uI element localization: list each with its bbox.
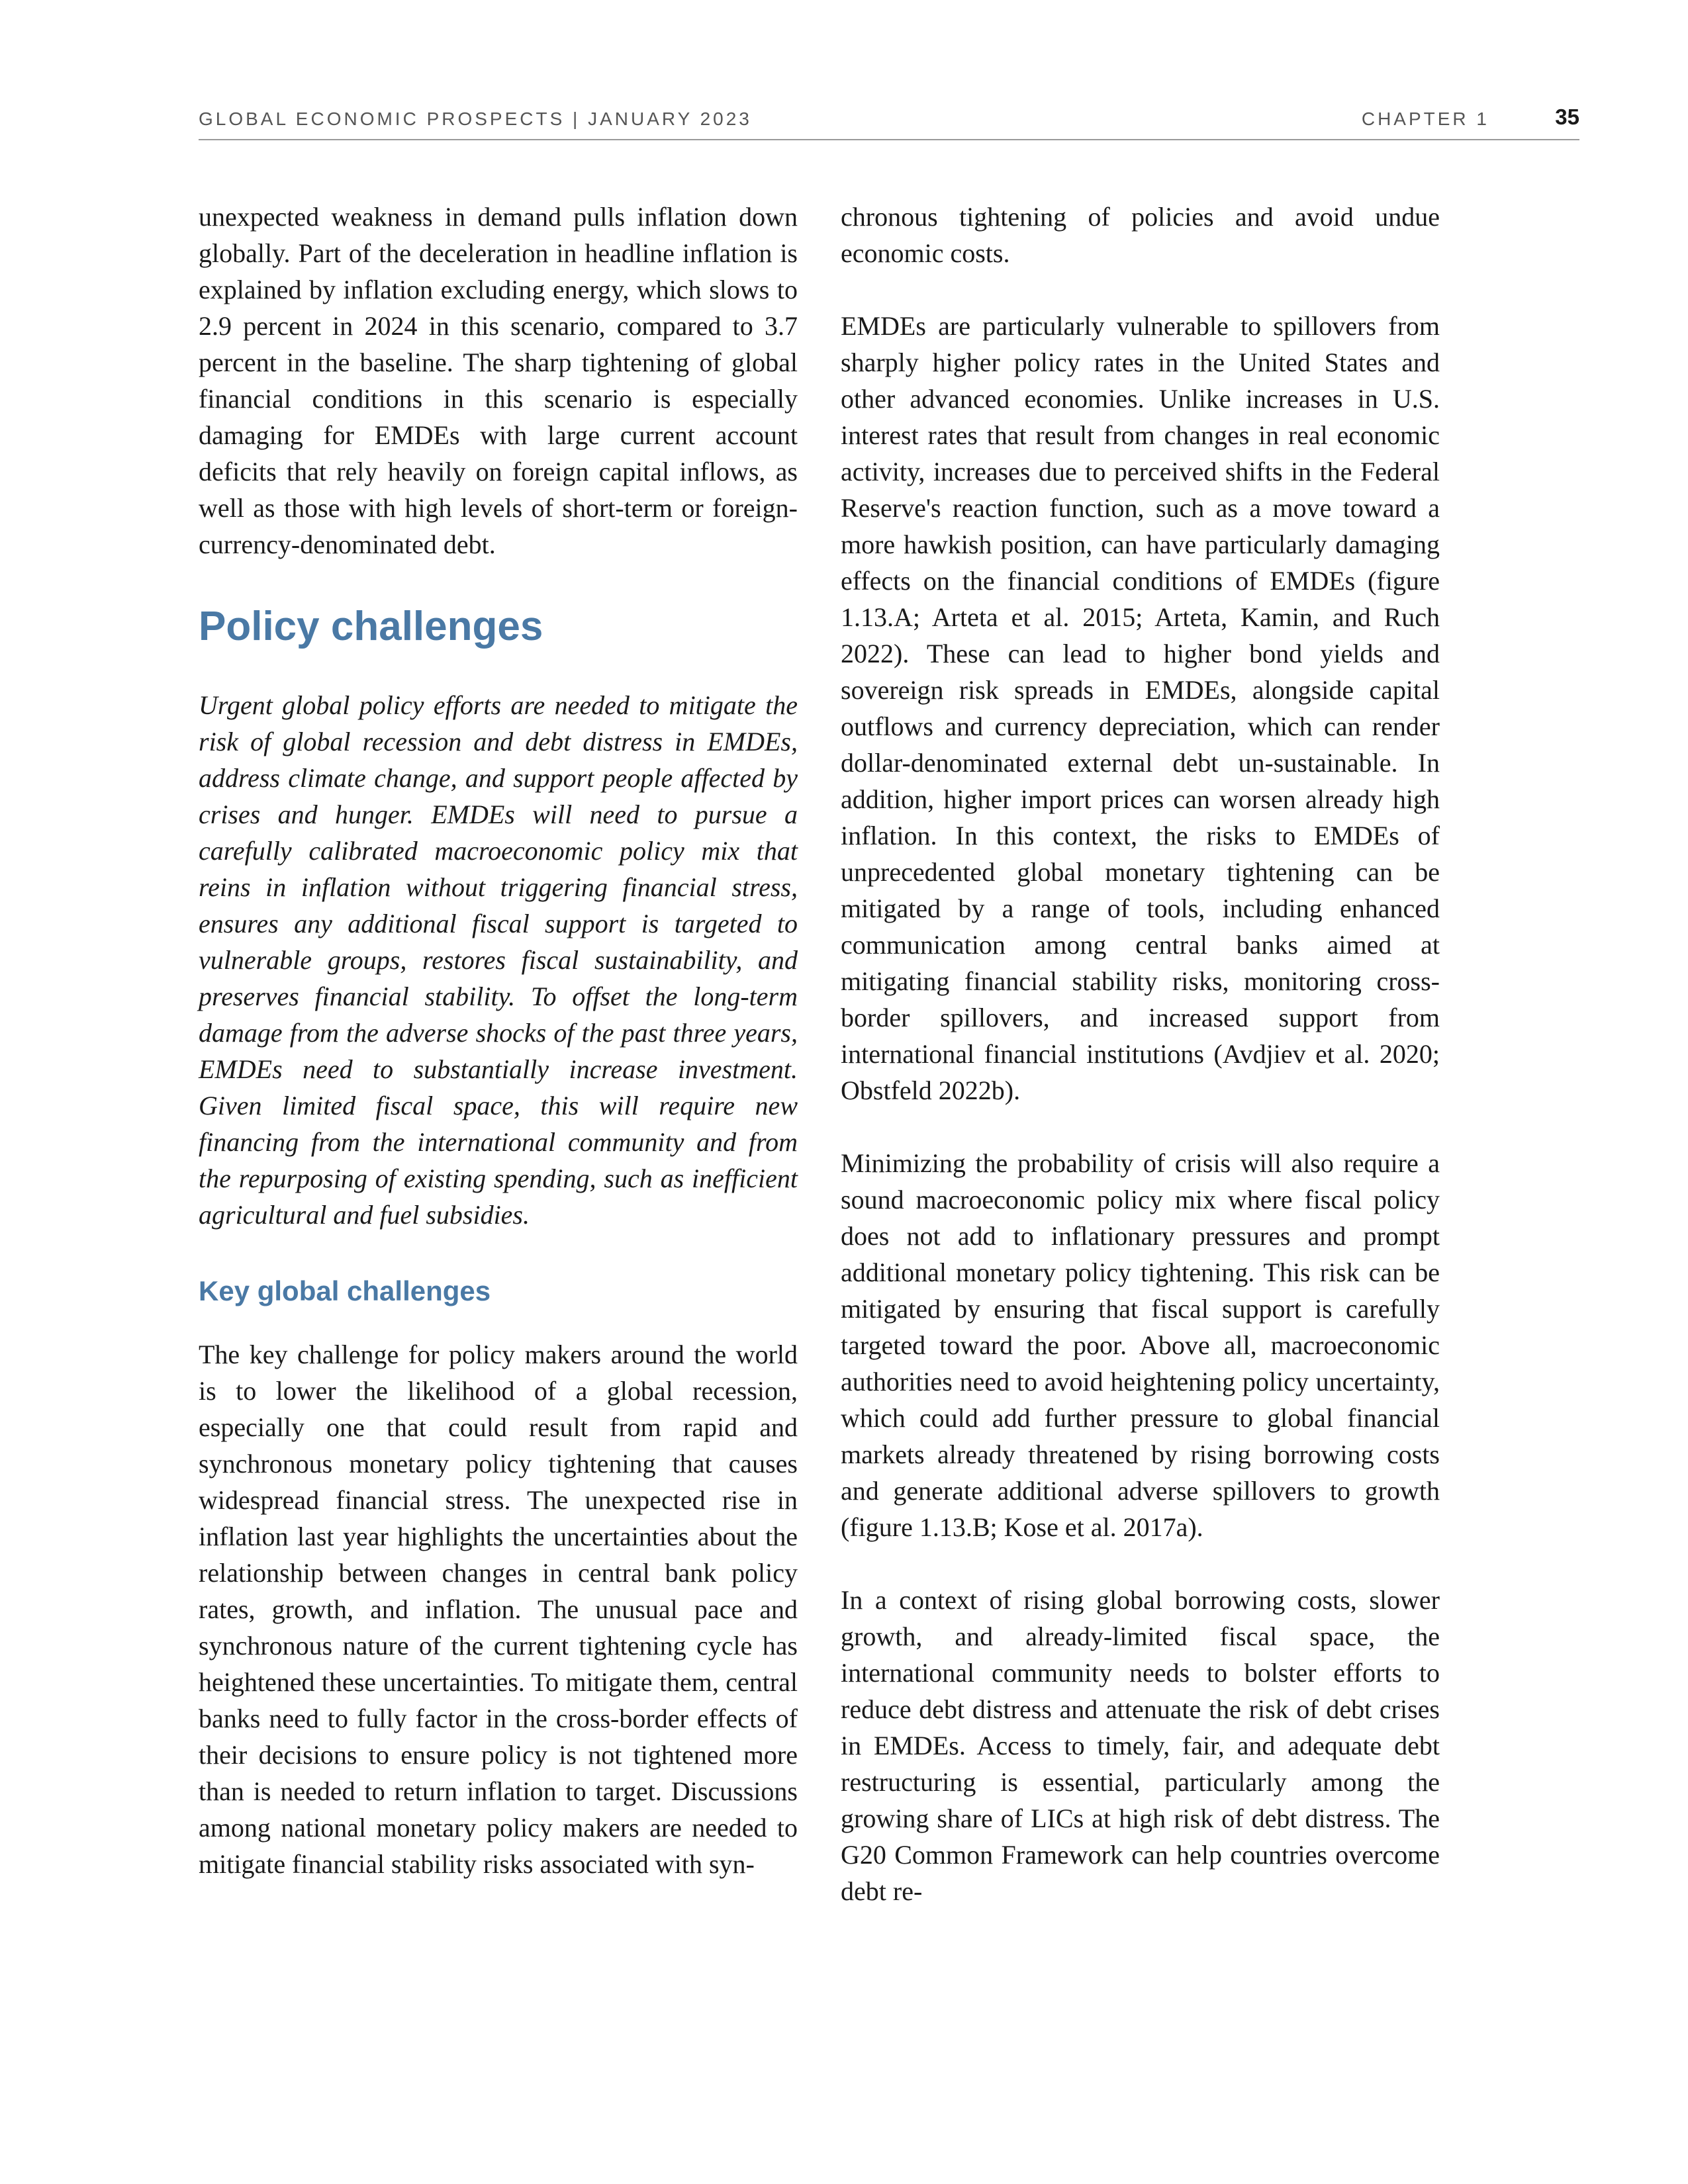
body-paragraph: EMDEs are particularly vulnerable to spillovers from sharply higher policy rates in the United States and other advanced economies. Unlike increases in U.S. interest rates that result from changes in real economic activity, increases due to perceived shifts in the Federal Reserve's reaction function, such as a move toward a more hawkish position, can have particularly damaging effects on the financial conditions of EMDEs (figure 1.13.A; Arteta et al. 2015; Arteta, Kamin, and Ruch 2022). These can lead to higher bond yields and sovereign risk spreads in EMDEs, alongside capital outflows and currency depreciation, which can render dollar-denominated external debt un-sustainable. In addition, higher import prices can worsen already high inflation. In this context, the risks to EMDEs of unprecedented global monetary tightening can be mitigated by a range of tools, including enhanced communication among central banks aimed at mitigating financial stability risks, monitoring cross-border spillovers, and increased support from international financial institutions (Avdjiev et al. 2020; Obstfeld 2022b). <box>841 311 1440 1105</box>
section-heading: Policy challenges <box>199 604 543 649</box>
body-paragraph: The key challenge for policy makers around the world is to lower the likelihood of a global recession, especially one that could result from rapid and synchronous monetary policy tightening that causes widespread financial stress. The unexpected rise in inflation last year highlights the uncertainties about the relationship between changes in central bank policy rates, growth, and inflation. The unusual pace and synchronous nature of the current tightening cycle has heightened these uncertainties. To mitigate them, central banks need to fully factor in the cross-border effects of their decisions to ensure policy is not tightened more than is needed to return inflation to target. Discussions among national monetary policy makers are needed to mitigate financial stability risks associated with syn- <box>199 1340 798 1879</box>
subsection-heading: Key global challenges <box>199 1275 491 1306</box>
body-paragraph: chronous tightening of policies and avoid undue economic costs. <box>841 202 1440 268</box>
left-column <box>199 199 798 1882</box>
body-paragraph: In a context of rising global borrowing costs, slower growth, and already-limited fiscal space, the international community needs to bolster efforts to reduce debt distress and attenuate the risk of debt crises in EMDEs. Access to timely, fair, and adequate debt restructuring is essential, particularly among the growing share of LICs at high risk of debt distress. The G20 Common Framework can help countries overcome debt re- <box>841 1585 1440 1906</box>
right-column <box>841 199 1440 1909</box>
body-paragraph: unexpected weakness in demand pulls inflation down globally. Part of the deceleration in headline inflation is explained by inflation excluding energy, which slows to 2.9 percent in 2024 in this scenario, compared to 3.7 percent in the baseline. The sharp tightening of global financial conditions in this scenario is especially damaging for EMDEs with large current account deficits that rely heavily on foreign capital inflows, as well as those with high levels of short-term or foreign-currency-denominated debt. <box>199 202 798 559</box>
running-head <box>199 107 1579 140</box>
body-paragraph: Minimizing the probability of crisis will also require a sound macroeconomic policy mix where fiscal policy does not add to inflationary pressures and prompt additional monetary policy tightening. This risk can be mitigated by ensuring that fiscal support is carefully targeted toward the poor. Above all, macroeconomic authorities need to avoid heightening policy uncertainty, which could add further pressure to global financial markets already threatened by rising borrowing costs and generate additional adverse spillovers to growth (figure 1.13.B; Kose et al. 2017a). <box>841 1148 1440 1542</box>
page-number: 35 <box>1555 105 1579 129</box>
publication-title: GLOBAL ECONOMIC PROSPECTS | JANUARY 2023 <box>199 109 752 129</box>
chapter-label: CHAPTER 1 <box>1361 109 1489 129</box>
section-summary: Urgent global policy efforts are needed to mitigate the risk of global recession and debt distress in EMDEs, address climate change, and support people affected by crises and hunger. EMDEs will need to pursue a carefully calibrated macroeconomic policy mix that reins in inflation without triggering financial stress, ensures any additional fiscal support is targeted to vulnerable groups, restores fiscal sustainability, and preserves financial stability. To offset the long-term damage from the adverse shocks of the past three years, EMDEs need to substantially increase investment. Given limited fiscal space, this will require new financing from the international community and from the repurposing of existing spending, such as inefficient agricultural and fuel subsidies. <box>199 690 798 1230</box>
